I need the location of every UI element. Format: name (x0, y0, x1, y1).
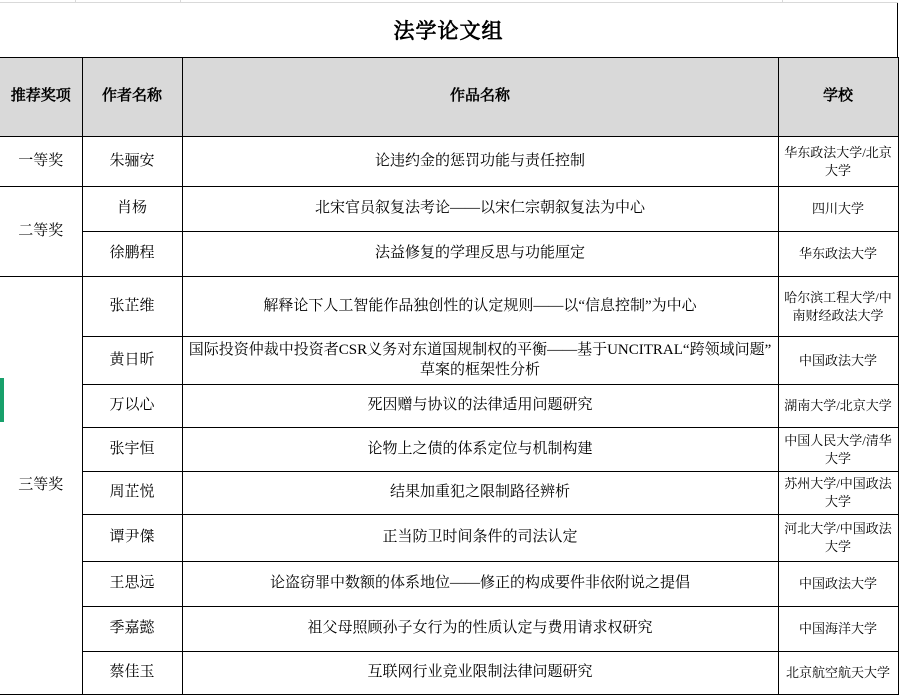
table-row (0, 385, 898, 428)
table-row (0, 277, 898, 337)
results-table (0, 57, 899, 695)
school-cell[interactable]: 北京航空航天大学 (778, 652, 898, 695)
table-row (0, 607, 898, 652)
school-cell[interactable]: 华东政法大学/北京大学 (778, 137, 898, 187)
table-row (0, 515, 898, 562)
title-cell[interactable]: 互联网行业竞业限制法律问题研究 (182, 652, 778, 695)
school-cell[interactable]: 苏州大学/中国政法大学 (778, 472, 898, 515)
school-cell[interactable]: 中国政法大学 (778, 562, 898, 607)
school-cell[interactable]: 湖南大学/北京大学 (778, 385, 898, 428)
title-cell[interactable]: 论盗窃罪中数额的体系地位——修正的构成要件非依附说之提倡 (182, 562, 778, 607)
table-row (0, 187, 898, 232)
author-cell[interactable]: 周芷悦 (82, 472, 182, 515)
title-cell[interactable]: 论违约金的惩罚功能与责任控制 (182, 137, 778, 187)
author-cell[interactable]: 王思远 (82, 562, 182, 607)
gridline-tick (180, 0, 181, 2)
table-row (0, 562, 898, 607)
selection-indicator (0, 378, 4, 422)
author-cell[interactable]: 万以心 (82, 385, 182, 428)
award-cell[interactable]: 二等奖 (0, 187, 82, 277)
school-cell[interactable]: 哈尔滨工程大学/中南财经政法大学 (778, 277, 898, 337)
group-title-cell[interactable] (0, 3, 898, 57)
title-cell[interactable]: 法益修复的学理反思与功能厘定 (182, 232, 778, 277)
title-cell[interactable]: 死因赠与协议的法律适用问题研究 (182, 385, 778, 428)
header-author[interactable]: 作者名称 (82, 58, 182, 137)
table-row (0, 472, 898, 515)
author-cell[interactable]: 季嘉懿 (82, 607, 182, 652)
author-cell[interactable]: 蔡佳玉 (82, 652, 182, 695)
author-cell[interactable]: 黄日昕 (82, 337, 182, 385)
author-cell[interactable]: 张芷维 (82, 277, 182, 337)
author-cell[interactable]: 肖杨 (82, 187, 182, 232)
title-cell[interactable]: 结果加重犯之限制路径辨析 (182, 472, 778, 515)
award-cell[interactable]: 三等奖 (0, 277, 82, 695)
school-cell[interactable]: 四川大学 (778, 187, 898, 232)
title-cell[interactable]: 解释论下人工智能作品独创性的认定规则——以“信息控制”为中心 (182, 277, 778, 337)
author-cell[interactable]: 谭尹傑 (82, 515, 182, 562)
gridline-tick (75, 0, 76, 2)
title-cell[interactable]: 祖父母照顾孙子女行为的性质认定与费用请求权研究 (182, 607, 778, 652)
table-row (0, 137, 898, 187)
table-row (0, 428, 898, 472)
table-row (0, 232, 898, 277)
gridline-tick (782, 0, 783, 2)
school-cell[interactable]: 中国政法大学 (778, 337, 898, 385)
award-cell[interactable]: 一等奖 (0, 137, 82, 187)
header-school[interactable]: 学校 (778, 58, 898, 137)
school-cell[interactable]: 河北大学/中国政法大学 (778, 515, 898, 562)
gridline-sliver (0, 0, 898, 3)
school-cell[interactable]: 中国人民大学/清华大学 (778, 428, 898, 472)
school-cell[interactable]: 中国海洋大学 (778, 607, 898, 652)
title-cell[interactable]: 论物上之债的体系定位与机制构建 (182, 428, 778, 472)
table-row (0, 652, 898, 695)
header-award[interactable]: 推荐奖项 (0, 58, 82, 137)
group-title: 法学论文组 (393, 19, 504, 43)
title-cell[interactable]: 北宋官员叙复法考论——以宋仁宗朝叙复法为中心 (182, 187, 778, 232)
header-row (0, 58, 898, 137)
author-cell[interactable]: 徐鹏程 (82, 232, 182, 277)
table-row (0, 337, 898, 385)
header-work[interactable]: 作品名称 (182, 58, 778, 137)
author-cell[interactable]: 张宇恒 (82, 428, 182, 472)
title-cell[interactable]: 国际投资仲裁中投资者CSR义务对东道国规制权的平衡——基于UNCITRAL“跨领域问题”草案的框架性分析 (182, 337, 778, 385)
title-cell[interactable]: 正当防卫时间条件的司法认定 (182, 515, 778, 562)
author-cell[interactable]: 朱骊安 (82, 137, 182, 187)
school-cell[interactable]: 华东政法大学 (778, 232, 898, 277)
